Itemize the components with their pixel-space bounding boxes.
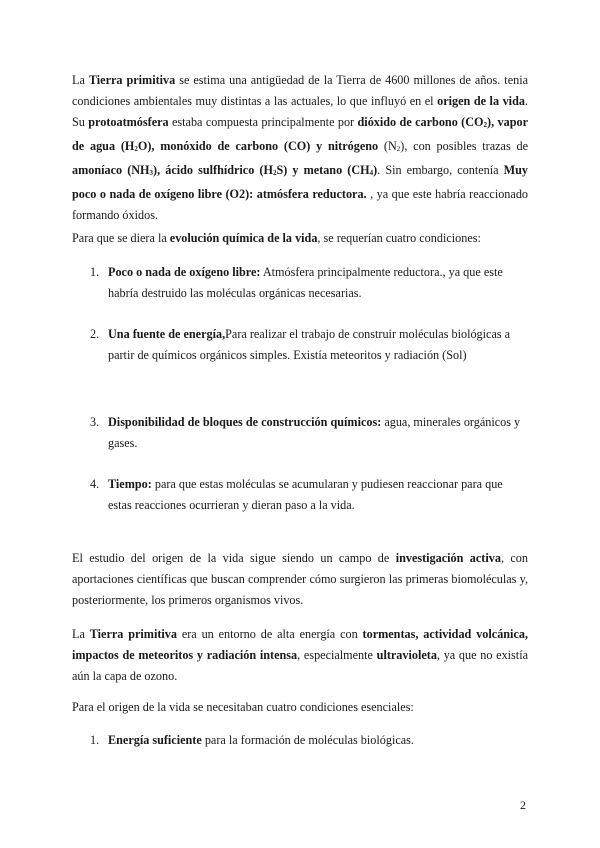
list-item: 1. Poco o nada de oxígeno libre: Atmósfera principalmente reductora., ya que este habría destruido las moléculas orgánicas necesarias. bbox=[90, 265, 503, 300]
page-number: 2 bbox=[520, 798, 526, 812]
list-item: 4. Tiempo: para que estas moléculas se acumularan y pudiesen reaccionar para que estas reacciones ocurrieran y dieran paso a la vida. bbox=[90, 477, 503, 512]
paragraph-evolucion-quimica: Para que se diera la evolución química de la vida, se requerían cuatro condiciones: bbox=[72, 231, 481, 245]
paragraph-tierra-primitiva: La Tierra primitiva se estima una antigüedad de la Tierra de 4600 millones de años. tenia condiciones ambientales muy distintas a las actuales, lo que influyó en el origen de la vida. Su protoatmósfera estaba compuesta principalmente por dióxido de carbono $(CO_2)$, vapor de agua $(H_2O)$, monóxido de carbono (CO) y nitrógeno $(N_2)$, con posibles trazas de amoníaco $(NH_3)$, ácido sulfhídrico $(H_2S)$ y metano $(CH_4)$. Sin embargo, contenía Muy poco o nada de oxígeno libre (O2): atmósfera reductora. , ya que este habría reaccionado formando óxidos. bbox=[72, 73, 529, 222]
list-item: 1. Energía suficiente para la formación de moléculas biológicas. bbox=[90, 733, 414, 747]
list-item: 2. Una fuente de energía,Para realizar el trabajo de construir moléculas biológicas a partir de químicos orgánicos simples. Existía meteoritos y radiación (Sol) bbox=[90, 327, 511, 362]
paragraph-tierra-alta-energia: La Tierra primitiva era un entorno de alta energía con tormentas, actividad volcánica, impactos de meteoritos y radiación intensa, especialmente ultravioleta, ya que no existía aún la capa de ozono. bbox=[72, 627, 528, 683]
paragraph-estudio-origen: El estudio del origen de la vida sigue siendo un campo de investigación activa, con aportaciones científicas que buscan comprender cómo surgieron las primeras biomoléculas y, posteriormente, los primeros organismos vivos. bbox=[72, 551, 528, 607]
paragraph-condiciones-esenciales: Para el origen de la vida se necesitaban cuatro condiciones esenciales: bbox=[72, 700, 414, 714]
list-item: 3. Disponibilidad de bloques de construcción químicos: agua, minerales orgánicos y gases. bbox=[90, 415, 521, 450]
